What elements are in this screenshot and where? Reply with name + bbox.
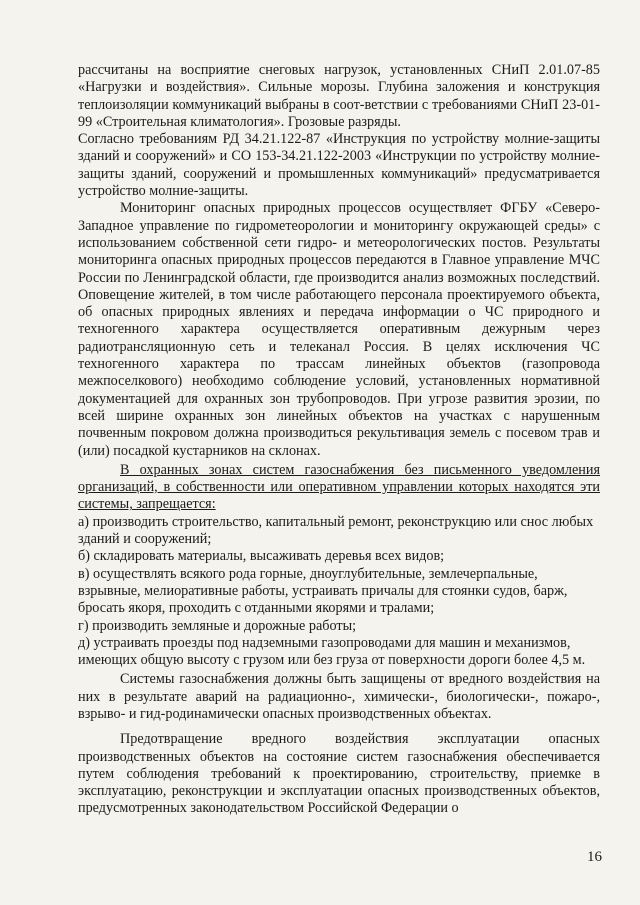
list-item-v: в) осуществлять всякого рода горные, дноуглубительные, землечерпальные, взрывные, мелиоративные работы, устраивать причалы для стоянки судов, барж, бросать якоря, проходить с отданными якорями и тралами; xyxy=(78,565,568,617)
document-body xyxy=(78,62,600,818)
paragraph-snow-loads: рассчитаны на восприятие снеговых нагрузок, установленных СНиП 2.01.07-85 «Нагрузки и воздействия». Сильные морозы. Глубина заложения и конструкция теплоизоляции коммуникаций выбраны в соот-ветствии с требованиями СНиП 23-01-99 «Строительная климатология». Грозовые разряды. xyxy=(78,62,600,130)
paragraph-monitoring: Мониторинг опасных природных процессов осуществляет ФГБУ «Северо-Западное управление по гидрометеорологии и мониторингу окружающей среды» с использованием собственной сети гидро- и метеорологических постов. Результаты мониторинга опасных природных процессов передаются в Главное управление МЧС России по Ленинградской области, где производится анализ возможных последствий. Оповещение жителей, в том числе работающего персонала проектируемого объекта, об опасных природных явлениях и передача информации о ЧС природного и техногенного характера осуществляется оперативным дежурным через радиотрансляционную сеть и телеканал Россия. В целях исключения ЧС техногенного характера по трассам линейных объектов (газопровода межпоселкового) необходимо соблюдение условий, установленных нормативной документацией для охранных зон трубопроводов. При угрозе развития эрозии, по всей ширине охранных зон линейных объектов на участках с нарушенным почвенным покровом должна производиться рекультивация земель с посевом трав и (или) посадкой кустарников на склонах. xyxy=(78,200,600,459)
list-item-d: д) устраивать проезды под надземными газопроводами для машин и механизмов, имеющих общую высоту с грузом или без груза от поверхности дороги более 4,5 м. xyxy=(78,634,586,669)
list-item-b: б) складировать материалы, высаживать деревья всех видов; xyxy=(78,548,445,565)
list-item-g: г) производить земляные и дорожные работы; xyxy=(78,617,357,634)
paragraph-protection-zones-heading: В охранных зонах систем газоснабжения без письменного уведомления организаций, в собственности или оперативном управлении которых находятся эти системы, запрещается: xyxy=(78,461,600,513)
paragraph-harm-prevention: Предотвращение вредного воздействия эксплуатации опасных производственных объектов на состояние систем газоснабжения обеспечивается путем соблюдения требований к проектированию, строительству, приемке в эксплуатацию, реконструкции и эксплуатации опасных производственных объектов, предусмотренных законодательством Российской Федерации о xyxy=(78,731,600,817)
list-item-a: а) производить строительство, капитальный ремонт, реконструкцию или снос любых зданий и сооружений; xyxy=(78,513,594,548)
page-number: 16 xyxy=(587,849,602,865)
paragraph-lightning-protection: Согласно требованиям РД 34.21.122-87 «Инструкция по устройству молние-защиты зданий и сооружений» и СО 153-34.21.122-2003 «Инструкции по устройству молние-защиты зданий, сооружений и промышленных коммуникаций» предусматривается устройство молние-защиты. xyxy=(78,131,600,200)
paragraph-gas-systems-protection: Системы газоснабжения должны быть защищены от вредного воздействия на них в результате аварий на радиационно-, химически-, биологически-, пожаро-, взрыво- и гид-родинамически опасных производственных объектах. xyxy=(78,671,600,722)
